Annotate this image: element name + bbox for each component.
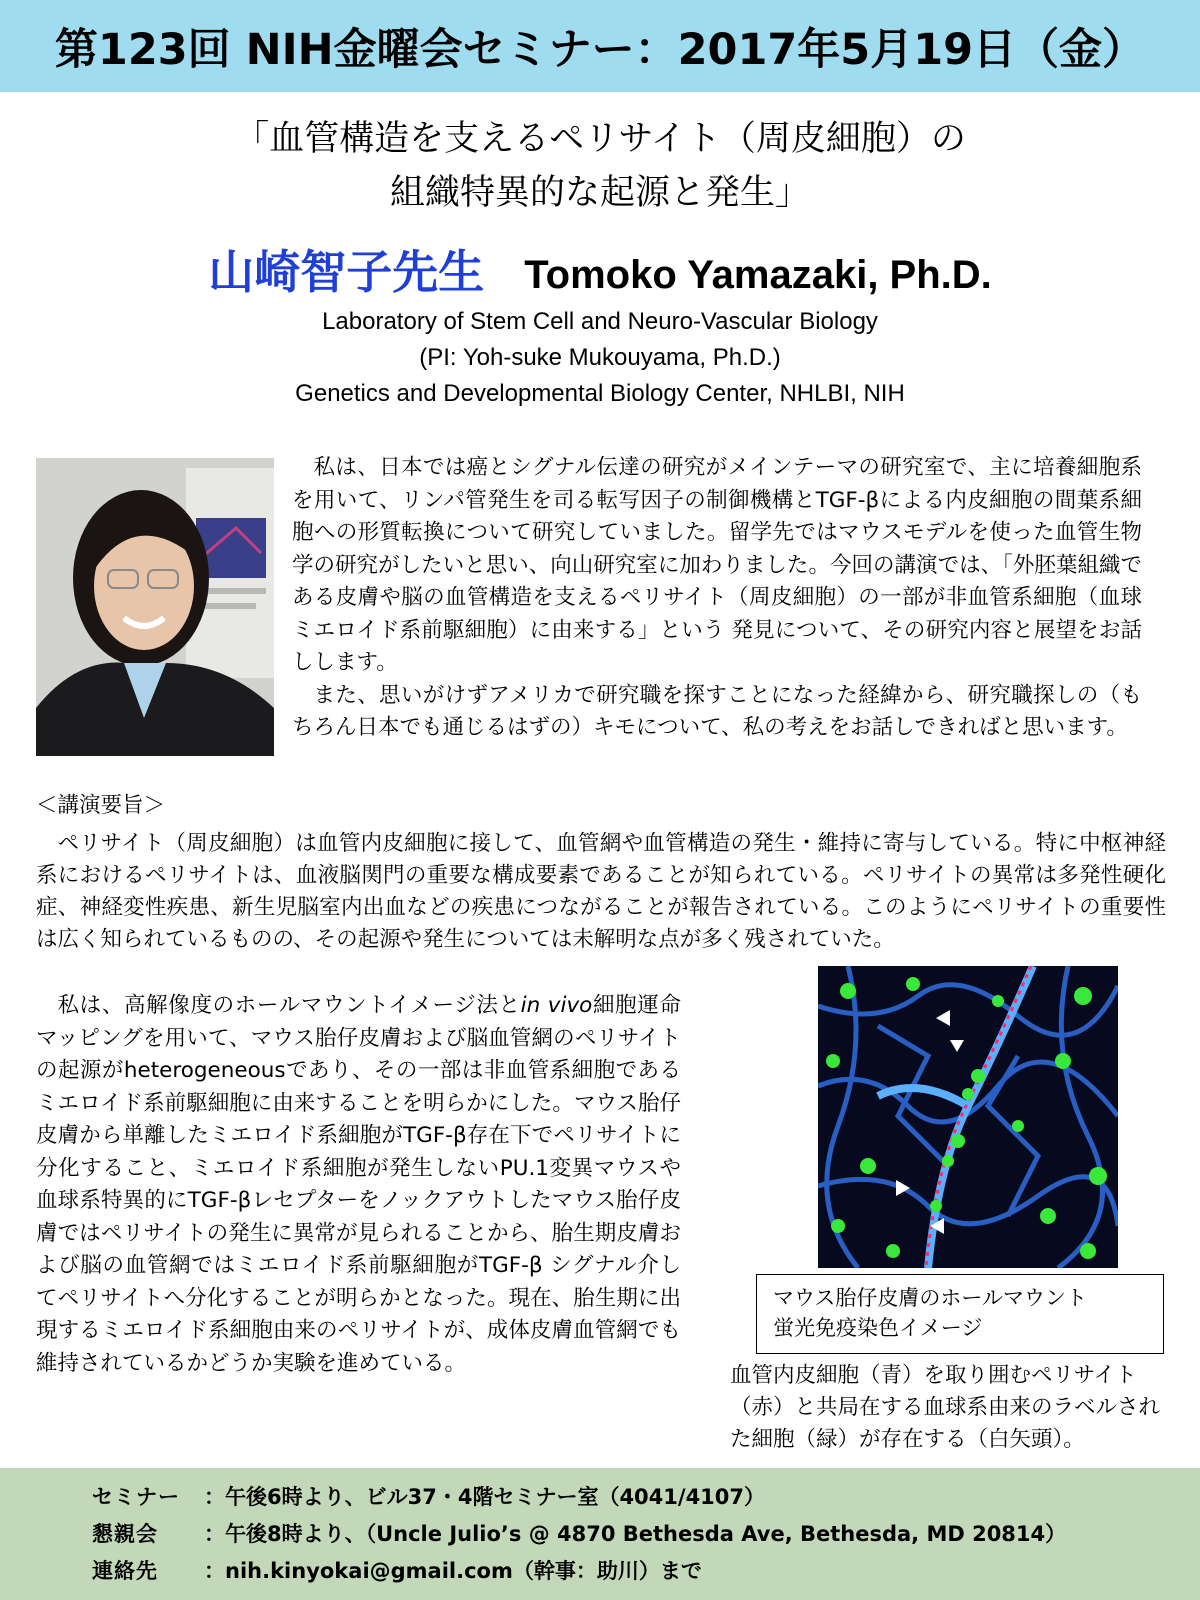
caption-box-line1: マウス胎仔皮膚のホールマウント bbox=[773, 1286, 1087, 1310]
party-details: ：午後8時より、（Uncle Julio’s @ 4870 Bethesda Ave, Bethesda, MD 20814） bbox=[204, 1522, 1067, 1546]
footer-seminar-row bbox=[92, 1482, 765, 1512]
abstract-paragraph-2 bbox=[36, 990, 681, 1380]
speaker-name-jp: 山崎智子先生 bbox=[208, 245, 485, 299]
microscopy-image bbox=[818, 966, 1118, 1268]
talk-title-line2: 組織特異的な起源と発生」 bbox=[389, 173, 810, 213]
footer-info bbox=[0, 1468, 1200, 1600]
seminar-label: セミナー bbox=[92, 1485, 180, 1509]
abstract-p2-rest: 細胞運命マッピングを用いて、マウス胎仔皮膚および脳血管網のペリサイトの起源がheterogeneousであり、その一部は非血管系細胞であるミエロイド系前駆細胞に由来することを明らかにした。マウス胎仔皮膚から単離したミエロイド系細胞がTGF-β存在下でペリサイトに分化すること、ミエロイド系細胞が発生しないPU.1変異マウスや血球系特異的にTGF-βレセプターをノックアウトしたマウス胎仔皮膚ではペリサイトの発生に異常が見られることから、胎生期皮膚および脳の血管網ではミエロイド系前駆細胞がTGF-β シグナル介してペリサイトへ分化することが明らかとなった。現在、胎生期に出現するミエロイド系細胞由来のペリサイトが、成体皮膚血管網でも維持されているかどうか実験を進めている。 bbox=[36, 993, 681, 1376]
figure-caption: 血管内皮細胞（青）を取り囲むペリサイト（赤）と共局在する血球系由来のラベルされた細胞（緑）が存在する（白矢頭）。 bbox=[730, 1363, 1161, 1452]
party-label: 懇親会 bbox=[92, 1522, 158, 1546]
speaker-photo bbox=[36, 458, 274, 756]
abstract-paragraph-1: ペリサイト（周皮細胞）は血管内皮細胞に接して、血管網や血管構造の発生・維持に寄与している。特に中枢神経系におけるペリサイトは、血液脳関門の重要な構成要素であることが知られている。ペリサイトの異常は多発性硬化症、神経変性疾患、新生児脳室内出血などの疾患につながることが報告されている。このようにペリサイトの重要性は広く知られているものの、その起源や発生については未解明な点が多く残されていた。 bbox=[36, 831, 1166, 952]
intro-paragraph-1: 私は、日本では癌とシグナル伝達の研究がメインテーマの研究室で、主に培養細胞系を用いて、リンパ管発生を司る転写因子の制御機構とTGF-βによる内皮細胞の間葉系細胞への形質転換について研究していました。留学先ではマウスモデルを使った血管生物学の研究がしたいと思い、向山研究室に加わりました。今回の講演では、「外胚葉組織である皮膚や脳の血管構造を支えるペリサイト（周皮細胞）の一部が非血管系細胞（血球ミエロイド系前駆細胞）に由来する」という 発見について、その研究内容と展望をお話しします。 bbox=[292, 455, 1142, 675]
seminar-title: 第123回 NIH金曜会セミナー：2017年5月19日（金） bbox=[54, 24, 1146, 75]
header-banner bbox=[0, 0, 1200, 92]
speaker-name bbox=[0, 236, 1200, 302]
contact-label: 連絡先 bbox=[92, 1559, 158, 1583]
footer-contact-row bbox=[92, 1556, 702, 1586]
talk-title-line1: 「血管構造を支えるペリサイト（周皮細胞）の bbox=[234, 119, 966, 159]
affiliation-pi: (PI: Yoh-suke Mukouyama, Ph.D.) bbox=[419, 344, 781, 371]
affiliation-center: Genetics and Developmental Biology Center, NHLBI, NIH bbox=[295, 380, 905, 407]
caption-box-line2: 蛍光免疫染色イメージ bbox=[773, 1316, 983, 1340]
fluorescence-graphic bbox=[818, 966, 1118, 1268]
affiliation-lab: Laboratory of Stem Cell and Neuro-Vascular Biology bbox=[322, 308, 878, 335]
speaker-portrait-graphic bbox=[36, 458, 274, 756]
figure-caption-box bbox=[756, 1274, 1164, 1354]
speaker-affiliation bbox=[0, 304, 1200, 412]
footer-party-row bbox=[92, 1519, 1066, 1549]
abstract-p2-italic: in vivo bbox=[520, 993, 593, 1018]
seminar-details: ：午後6時より、ビル37・4階セミナー室（4041/4107） bbox=[204, 1485, 766, 1509]
contact-details: ：nih.kinyokai@gmail.com（幹事：助川）まで bbox=[204, 1559, 702, 1583]
intro-paragraph-2: また、思いがけずアメリカで研究職を探すことになった経緯から、研究職探しの（もちろん日本でも通じるはずの）キモについて、私の考えをお話しできればと思います。 bbox=[292, 682, 1142, 740]
abstract-heading: ＜講演要旨＞ bbox=[36, 793, 166, 818]
speaker-introduction bbox=[292, 452, 1142, 745]
talk-title bbox=[0, 112, 1200, 220]
speaker-name-en: Tomoko Yamazaki, Ph.D. bbox=[524, 253, 992, 297]
abstract-p2-start: 私は、高解像度のホールマウントイメージ法と bbox=[57, 993, 521, 1018]
